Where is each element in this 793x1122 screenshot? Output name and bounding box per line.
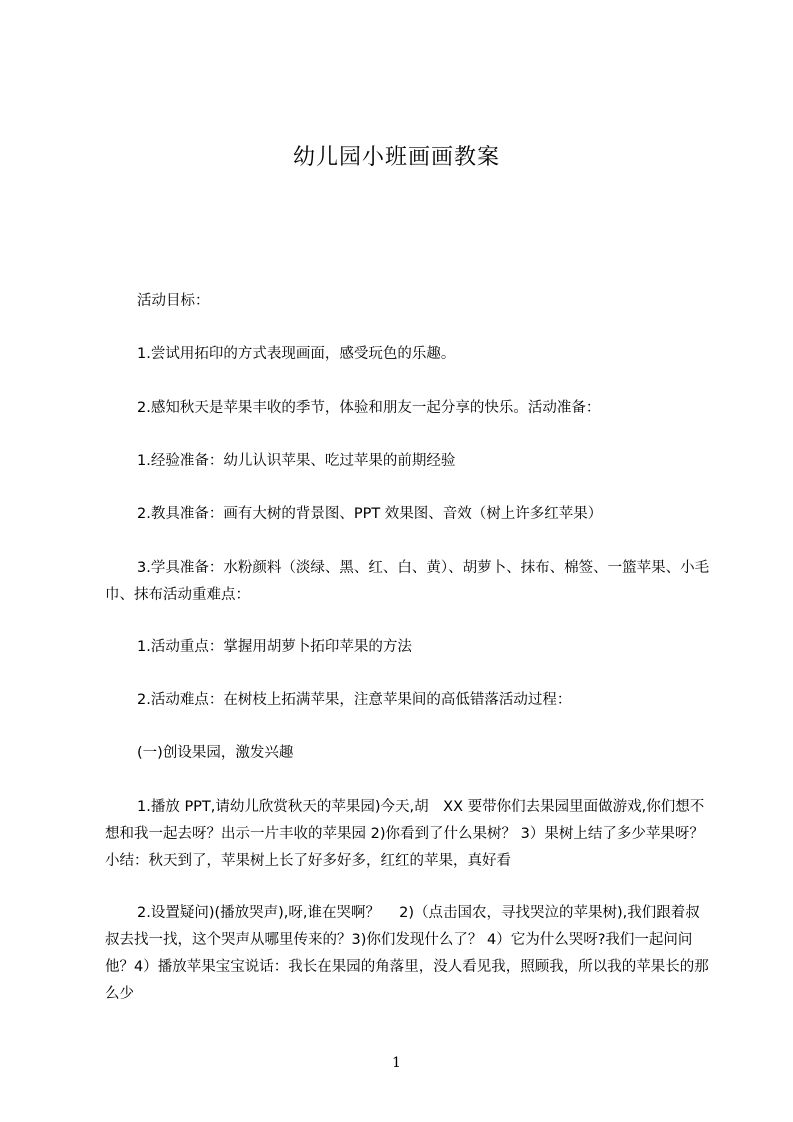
paragraph-difficulty: 2.活动难点：在树枝上拓满苹果，注意苹果间的高低错落活动过程： <box>137 692 572 708</box>
paragraph-goals-heading: 活动目标： <box>137 293 210 309</box>
paragraph-prep-1: 1.经验准备：幼儿认识苹果、吃过苹果的前期经验 <box>137 453 456 469</box>
paragraph-goal-1: 1.尝试用拓印的方式表现画面，感受玩色的乐趣。 <box>137 346 456 362</box>
document-title: 幼儿园小班画画教案 <box>292 145 500 170</box>
paragraph-section-1: (一)创设果园，激发兴趣 <box>137 745 294 761</box>
paragraph-prep-2: 2.教具准备：画有大树的背景图、PPT 效果图、音效（树上许多红苹果） <box>137 506 603 522</box>
paragraph-key-point: 1.活动重点：掌握用胡萝卜拓印苹果的方法 <box>137 639 412 655</box>
paragraph-step-1: 1.播放 PPT,请幼儿欣赏秋天的苹果园)今天,胡 XX 要带你们去果园里面做游戏,你们想不想和我一起去呀？出示一片丰收的苹果园 2)你看到了什么果树？ 3）果树上结了多少苹果呀？小结：秋天到了，苹果树上长了好多好多，红红的苹果，真好看 <box>105 799 705 869</box>
page-number: 1 <box>392 1055 401 1071</box>
paragraph-prep-3: 3.学具准备：水粉颜料（淡绿、黑、红、白、黄）、胡萝卜、抹布、棉签、一篮苹果、小毛巾、抹布活动重难点： <box>105 560 710 603</box>
paragraph-goal-2: 2.感知秋天是苹果丰收的季节，体验和朋友一起分享的快乐。活动准备： <box>137 400 601 416</box>
paragraph-step-2: 2.设置疑问)(播放哭声),呀,谁在哭啊？ 2)（点击国农，寻找哭泣的苹果树),我们跟着叔叔去找一找，这个哭声从哪里传来的？3)你们发现什么了？ 4）它为什么哭呀?我们一起问问他？4）播放苹果宝宝说话：我长在果园的角落里，没人看见我，照顾我，所以我的苹果长的那么少 <box>105 905 709 1002</box>
